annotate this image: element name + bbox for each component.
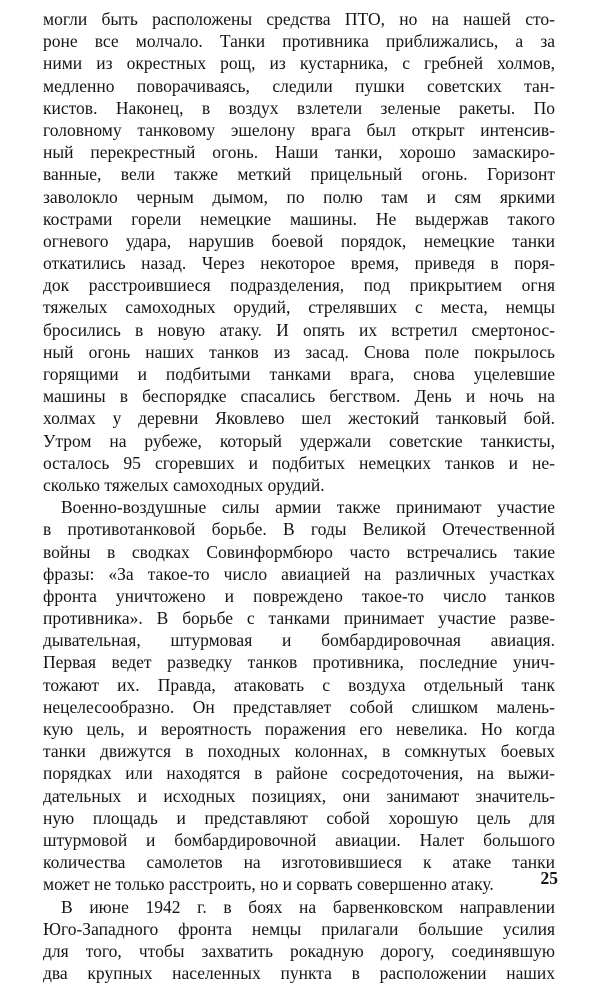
text-line: Военно-воздушные силы армии также принимают участие <box>43 496 555 518</box>
text-line: для того, чтобы захватить рокадную дорогу, соединявшую <box>43 940 555 962</box>
text-line: заволокло черным дымом, по полю там и сям яркими <box>43 186 555 208</box>
text-line: нецелесообразно. Он представляет собой слишком малень- <box>43 696 555 718</box>
text-line: В июне 1942 г. в боях на барвенковском направлении <box>43 896 555 918</box>
text-line: сколько тяжелых самоходных орудий. <box>43 474 555 496</box>
text-line: ную площадь и представляют собой хорошую цель для <box>43 807 555 829</box>
text-line: кистов. Наконец, в воздух взлетели зеленые ракеты. По <box>43 97 555 119</box>
text-line: бросились в новую атаку. И опять их встретил смертонос- <box>43 319 555 341</box>
text-line: фразы: «За такое-то число авиацией на различных участках <box>43 563 555 585</box>
text-line: огневого удара, нарушив боевой порядок, немецкие танки <box>43 230 555 252</box>
page-body <box>43 8 555 984</box>
text-line: может не только расстроить, но и сорвать совершенно атаку. <box>43 873 555 895</box>
text-line: роне все молчало. Танки противника приближались, а за <box>43 30 555 52</box>
text-line: фронта уничтожено и повреждено такое-то число танков <box>43 585 555 607</box>
page-number: 25 <box>528 868 558 889</box>
text-line: кую цель, и вероятность поражения его невелика. Но когда <box>43 718 555 740</box>
text-line: медленно поворачиваясь, следили пушки советских тан- <box>43 75 555 97</box>
text-line: порядках или находятся в районе сосредоточения, на выжи- <box>43 762 555 784</box>
text-line: ними из окрестных рощ, из кустарника, с гребней холмов, <box>43 52 555 74</box>
paragraph-1 <box>43 8 555 496</box>
text-line: дывательная, штурмовая и бомбардировочная авиация. <box>43 629 555 651</box>
text-line: Первая ведет разведку танков противника, последние унич- <box>43 651 555 673</box>
text-line: машины в беспорядке спасались бегством. День и ночь на <box>43 385 555 407</box>
text-line: док расстроившиеся подразделения, под прикрытием огня <box>43 274 555 296</box>
text-line: штурмовой и бомбардировочной авиации. Налет большого <box>43 829 555 851</box>
text-line: танки движутся в походных колоннах, в сомкнутых боевых <box>43 740 555 762</box>
text-line: дательных и исходных позициях, они занимают значитель- <box>43 785 555 807</box>
text-line: ванные, вели также меткий прицельный огонь. Горизонт <box>43 163 555 185</box>
text-line: тяжелых самоходных орудий, стрелявших с места, немцы <box>43 296 555 318</box>
text-line: количества самолетов на изготовившиеся к атаке танки <box>43 851 555 873</box>
text-line: противника». В борьбе с танками принимает участие разве- <box>43 607 555 629</box>
text-line: Утром на рубеже, который удержали советские танкисты, <box>43 430 555 452</box>
text-line: осталось 95 сгоревших и подбитых немецких танков и не- <box>43 452 555 474</box>
text-line: горящими и подбитыми танками врага, снова уцелевшие <box>43 363 555 385</box>
text-line: Юго-Западного фронта немцы прилагали большие усилия <box>43 918 555 940</box>
text-line: головному танковому эшелону врага был открыт интенсив- <box>43 119 555 141</box>
text-line: откатились назад. Через некоторое время, приведя в поря- <box>43 252 555 274</box>
text-line: в противотанковой борьбе. В годы Великой Отечественной <box>43 518 555 540</box>
text-line: тожают их. Правда, атаковать с воздуха отдельный танк <box>43 674 555 696</box>
paragraph-2 <box>43 496 555 895</box>
text-line: кострами горели немецкие машины. Не выдержав такого <box>43 208 555 230</box>
text-line: ный огонь наших танков из засад. Снова поле покрылось <box>43 341 555 363</box>
text-line: войны в сводках Совинформбюро часто встречались такие <box>43 541 555 563</box>
text-line: ный перекрестный огонь. Наши танки, хорошо замаскиро- <box>43 141 555 163</box>
text-line: холмах у деревни Яковлево шел жестокий танковый бой. <box>43 407 555 429</box>
text-line: два крупных населенных пункта в расположении наших <box>43 962 555 984</box>
text-line: могли быть расположены средства ПТО, но на нашей сто- <box>43 8 555 30</box>
